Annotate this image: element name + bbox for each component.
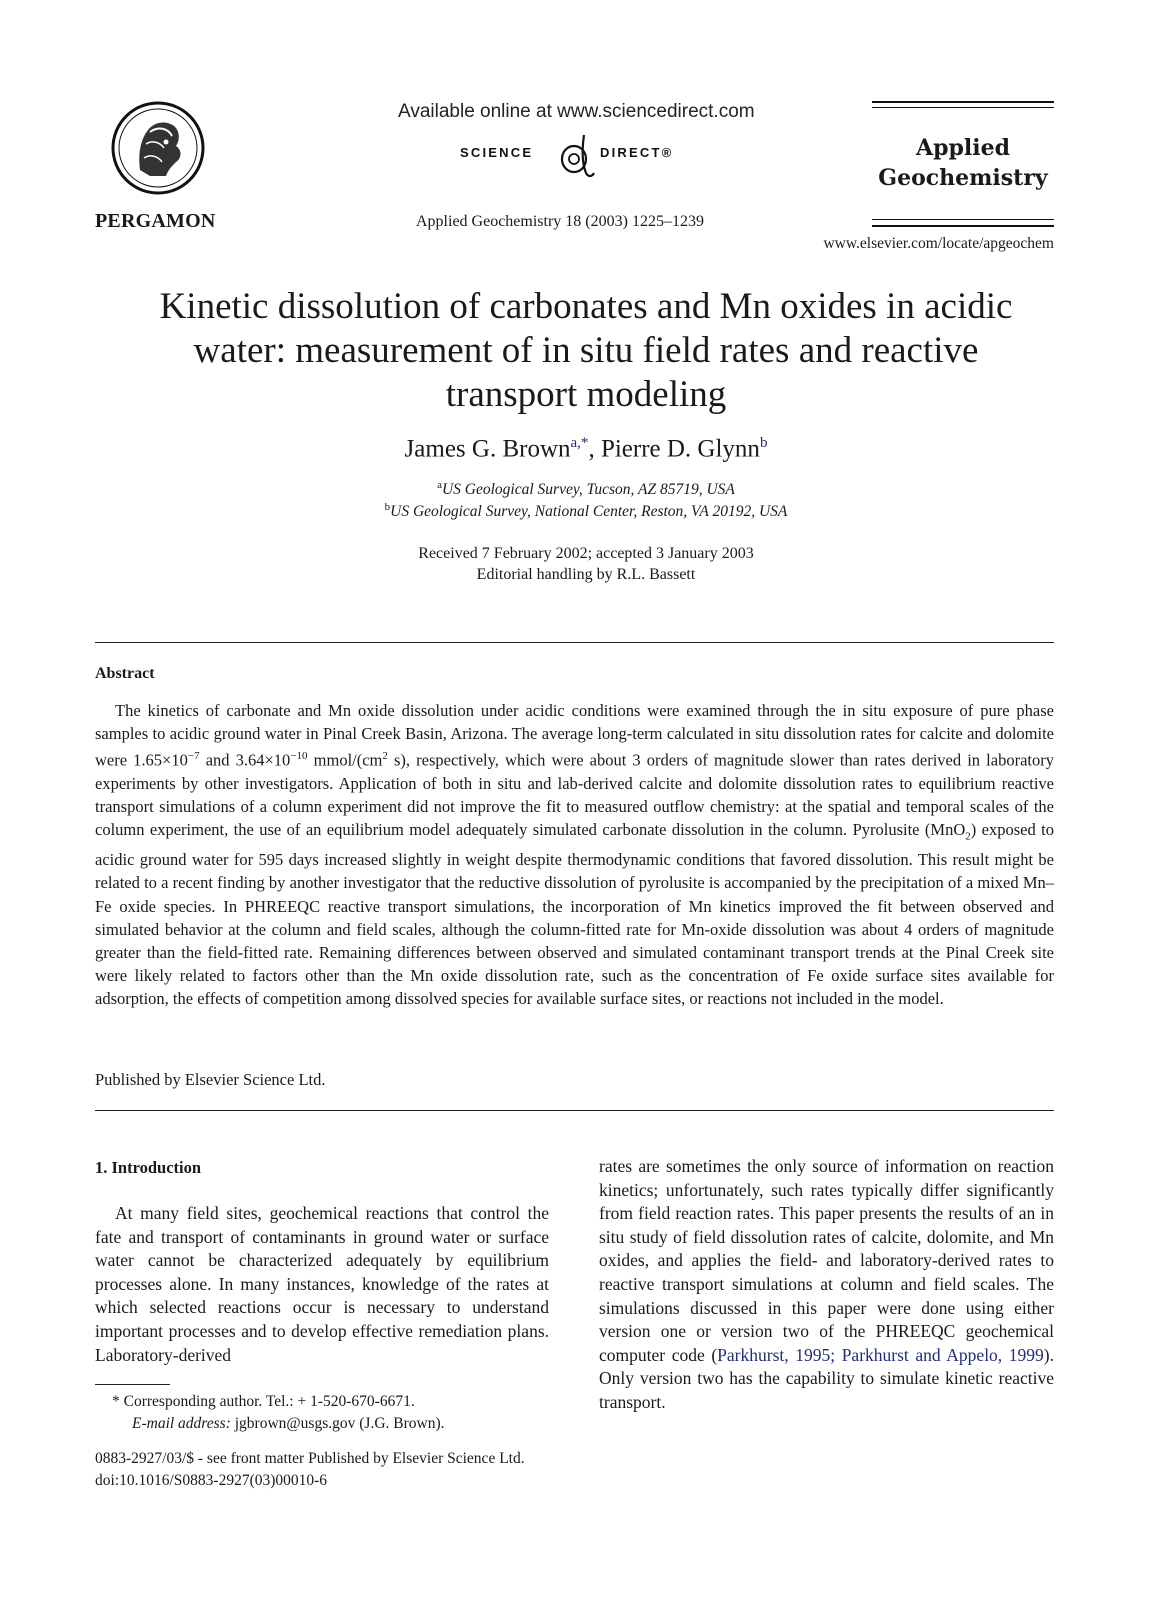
journal-citation: Applied Geochemistry 18 (2003) 1225–1239 [416,213,704,230]
author-2-affiliation-mark[interactable]: b [759,435,768,451]
journal-url[interactable]: www.elsevier.com/locate/apgeochem [823,235,1054,252]
journal-name-line2: Geochemistry [878,165,1048,191]
intro-right-text-a: rates are sometimes the only source of information on reaction kinetics; unfortunately, such rates typically differ significantly from field reaction rates. This paper presents the results of an in situ study of field dissolution rates of calcite, dolomite, and Mn oxides, and applies the field- and laboratory-derived rates to reactive transport simulations at column and field scales. The simulations discussed in this paper were done using either version one or version two of the PHREEQC geochemical computer code ( [599,1156,1054,1365]
affiliation-b-text: US Geological Survey, National Center, Reston, VA 20192, USA [390,503,788,521]
author-2: Pierre D. Glynn [600,435,760,463]
masthead-rule-top-thin [872,107,1054,108]
sciencedirect-logo-word2: DIRECT® [600,145,674,160]
footer-issn: 0883-2927/03/$ - see front matter Published by Elsevier Science Ltd. [95,1450,525,1467]
reference-separator: ; [830,1344,842,1365]
abstract-exponent-2: −10 [290,750,308,763]
author-1: James G. Brown [404,435,571,463]
divider-bottom [95,1110,1054,1111]
masthead-rule-bottom [872,225,1054,227]
footnote-corresponding-author: * Corresponding author. Tel.: + 1-520-670-6671. [112,1393,415,1410]
footnote-email-value[interactable]: jgbrown@usgs.gov (J.G. Brown). [230,1415,445,1432]
intro-right-text-b: ). Only version two has the capability to simulate kinetic reactive transport. [599,1344,1054,1412]
editorial-handling: Editorial handling by R.L. Bassett [476,566,696,583]
author-list [100,435,1072,463]
abstract-body [95,699,1054,1010]
abstract-exponent-1: −7 [187,750,200,763]
title-line-3: transport modeling [445,374,727,415]
affiliation-a-text: US Geological Survey, Tucson, AZ 85719, USA [441,481,735,499]
footer-doi[interactable]: doi:10.1016/S0883-2927(03)00010-6 [95,1472,328,1489]
article-title [100,285,1072,417]
sciencedirect-logo [460,133,692,179]
footnote-rule [95,1384,170,1385]
masthead-rule-bottom-thin [872,219,1054,220]
author-separator: , [588,435,601,463]
reference-link-2[interactable]: Parkhurst and Appelo, 1999 [841,1344,1044,1365]
journal-name [872,133,1054,193]
intro-right-column [599,1155,1054,1415]
affiliation-a-mark: a [437,479,442,491]
journal-name-line1: Applied [916,135,1010,161]
affiliation-a [100,479,1072,499]
sciencedirect-logo-word1: SCIENCE [460,145,534,160]
footnote-email-label: E-mail address: [132,1415,231,1432]
title-line-1: Kinetic dissolution of carbonates and Mn oxides in acidic [159,286,1013,327]
available-online-banner: Available online at www.sciencedirect.com [398,101,755,122]
section-heading-introduction: 1. Introduction [95,1158,202,1177]
abstract-text-3: mmol/(cm [307,750,383,770]
title-line-2: water: measurement of in situ field rates and reactive [193,330,979,371]
publisher-name: PERGAMON [95,210,216,232]
received-dates: Received 7 February 2002; accepted 3 January 2003 [418,545,754,562]
abstract-text-4: s), respectively, which were about 3 orders of magnitude slower than rates derived in laboratory experiments by other investigators. Application of both in situ and lab-derived calcite and dolomite dissolution rates to equilibrium reactive transport simulations of a column experiment did not improve the fit to measured outflow chemistry: at the spatial and temporal scales of the column experiment, the use of an equilibrium model adequately simulated carbonate dissolution in the column. Pyrolusite (MnO [95,750,1054,839]
masthead-rule-top [872,101,1054,103]
author-1-affiliation-mark[interactable]: a,* [570,435,589,451]
abstract-text-2: and 3.64×10 [199,750,291,770]
reference-link-1[interactable]: Parkhurst, 1995 [717,1344,831,1365]
publisher-logo [110,100,206,196]
affiliation-b [100,501,1072,521]
affiliation-b-mark: b [384,501,391,513]
abstract-published-by: Published by Elsevier Science Ltd. [95,1070,326,1089]
journal-masthead [872,101,1054,229]
abstract-heading: Abstract [95,665,155,682]
abstract-text-1: The kinetics of carbonate and Mn oxide dissolution under acidic conditions were examined through the in situ exposure of pure phase samples to acidic ground water in Pinal Creek Basin, Arizona. The average long-term calculated in situ dissolution rates for calcite and dolomite were 1.65×10 [95,701,1054,770]
sciencedirect-d-icon [556,133,596,179]
abstract-subscript-1: 2 [965,830,971,843]
divider-top [95,642,1054,643]
footnote-email [132,1415,445,1433]
intro-left-column: At many field sites, geochemical reactions that control the fate and transport of contaminants in ground water or surface water cannot be characterized adequately by equilibrium processes alone. In many instances, knowledge of the rates at which selected reactions occur is necessary to understand important processes and to develop effective remediation plans. Laboratory-derived [95,1203,549,1365]
abstract-exponent-3: 2 [382,750,388,763]
abstract-text-5: ) exposed to acidic ground water for 595 days increased slightly in weight despite thermodynamic conditions that favored dissolution. This result might be related to a recent finding by another investigator that the reductive dissolution of pyrolusite is accompanied by the precipitation of a mixed Mn–Fe oxide species. In PHREEQC reactive transport simulations, the incorporation of Mn kinetics improved the fit between observed and simulated behavior at the column and field scales, although the column-fitted rate for Mn-oxide dissolution was about 4 orders of magnitude greater than the field-fitted rate. Remaining differences between observed and simulated contaminant transport trends at the Pinal Creek site were likely related to factors other than the Mn oxide dissolution rate, such as the concentration of Fe oxide surface sites available for adsorption, the effects of competition among dissolved species for available surface sites, or reactions not included in the model. [95,819,1054,1008]
